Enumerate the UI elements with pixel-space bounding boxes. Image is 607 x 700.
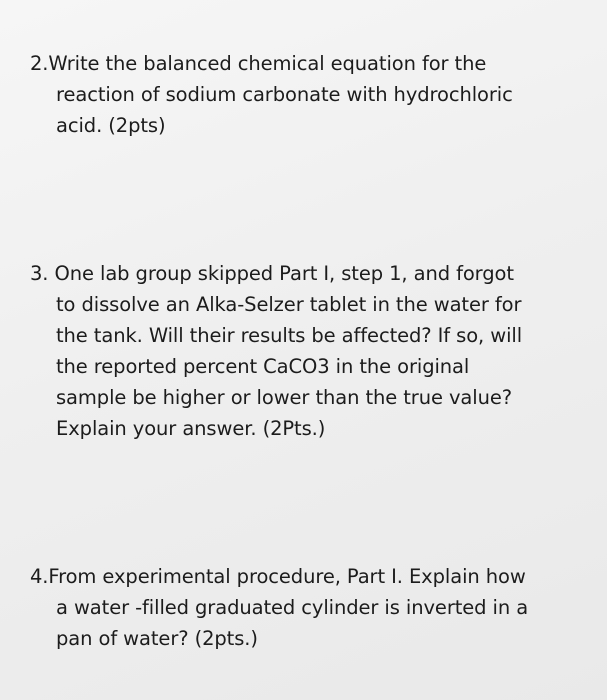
question-2-line-1: 2.Write the balanced chemical equation for the bbox=[30, 52, 487, 75]
question-4-line-1: 4.From experimental procedure, Part I. Explain how bbox=[30, 565, 526, 588]
question-3-line-6: Explain your answer. (2Pts.) bbox=[56, 417, 326, 440]
question-3-line-2: to dissolve an Alka-Selzer tablet in the water for bbox=[56, 293, 522, 316]
question-4 bbox=[30, 561, 590, 654]
question-2-line-2: reaction of sodium carbonate with hydrochloric bbox=[56, 83, 513, 106]
question-4-line-2: a water -filled graduated cylinder is inverted in a bbox=[56, 596, 529, 619]
question-2-line-3: acid. (2pts) bbox=[56, 114, 166, 137]
question-2 bbox=[30, 48, 590, 141]
question-3-line-1: 3. One lab group skipped Part I, step 1, and forgot bbox=[30, 262, 514, 285]
question-3-line-5: sample be higher or lower than the true value? bbox=[56, 386, 512, 409]
question-3 bbox=[30, 258, 590, 444]
question-3-line-3: the tank. Will their results be affected? If so, will bbox=[56, 324, 523, 347]
question-3-line-4: the reported percent CaCO3 in the original bbox=[56, 355, 470, 378]
question-4-line-3: pan of water? (2pts.) bbox=[56, 627, 258, 650]
